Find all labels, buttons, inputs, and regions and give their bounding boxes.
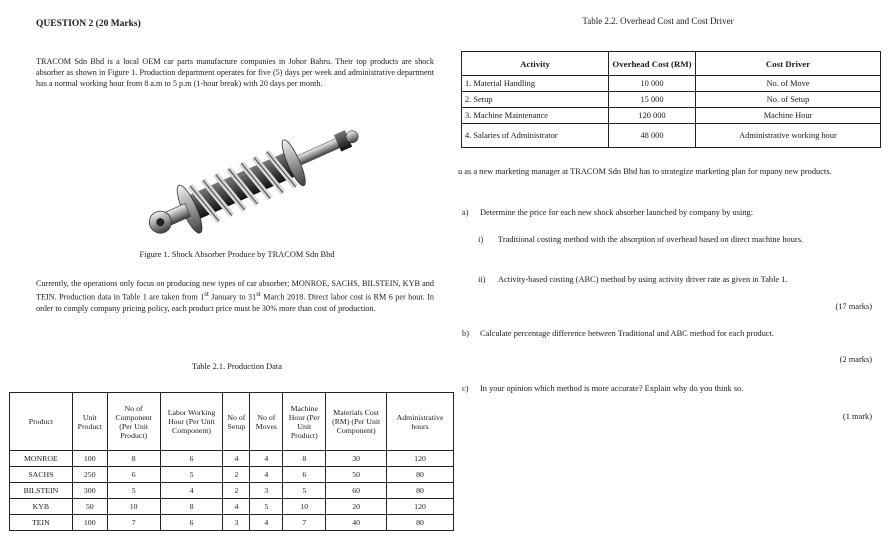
question-a-label: a) — [462, 208, 469, 217]
table-row — [10, 451, 454, 467]
col-materials-cost: Materials Cost (RM) (Per Unit Component) — [326, 393, 387, 451]
table-cell: TEIN — [10, 515, 73, 531]
table-cell: 4 — [160, 483, 223, 499]
table-cell: 10 000 — [609, 76, 696, 92]
table-cell: 7 — [107, 515, 160, 531]
question-a-ii — [478, 274, 878, 285]
table-header-row — [462, 52, 881, 76]
table-cell: 5 — [107, 483, 160, 499]
table-cell: 20 — [326, 499, 387, 515]
table-cell: 6 — [160, 451, 223, 467]
production-paragraph: Currently, the operations only focus on producing new types of car absorber; MONROE, SACHS, BILSTEIN, KYB and TEIN. Production data in Table 1 are taken from 1st January to 31st March 2018. Direct labor cost is RM 6 per hour. In order to comply company pricing policy, each product price must be 30% more than cost of production. — [36, 279, 434, 313]
table-row — [462, 76, 881, 92]
table-cell: 4 — [250, 515, 283, 531]
production-data-table — [9, 392, 454, 531]
table-cell: 80 — [387, 483, 454, 499]
table-cell: No. of Setup — [696, 92, 881, 108]
table-cell: 300 — [72, 483, 107, 499]
table-cell: 1. Material Handling — [462, 76, 609, 92]
table-cell: 48 000 — [609, 124, 696, 148]
table-cell: MONROE — [10, 451, 73, 467]
marks-a: (17 marks) — [835, 302, 872, 311]
table-cell: 7 — [283, 515, 326, 531]
table-cell: 3 — [250, 483, 283, 499]
table-cell: 250 — [72, 467, 107, 483]
question-a-ii-label: ii) — [478, 275, 486, 284]
table-cell: 80 — [387, 467, 454, 483]
question-title: QUESTION 2 (20 Marks) — [36, 19, 141, 29]
marks-c: (1 mark) — [842, 412, 872, 421]
question-a — [462, 207, 882, 218]
table-cell: 6 — [107, 467, 160, 483]
question-a-text: Determine the price for each new shock absorber launched by company by using: — [480, 208, 754, 217]
table-cell: 50 — [72, 499, 107, 515]
table-cell: 3 — [223, 515, 250, 531]
table-cell: 10 — [107, 499, 160, 515]
table-cell: Machine Hour — [696, 108, 881, 124]
col-activity: Activity — [462, 52, 609, 76]
table-cell: 4. Salaries of Administrator — [462, 124, 609, 148]
question-c-label: c) — [462, 384, 469, 393]
col-cost-driver: Cost Driver — [696, 52, 881, 76]
marks-b: (2 marks) — [839, 355, 872, 364]
table-cell: Administrative working hour — [696, 124, 881, 148]
table-cell: KYB — [10, 499, 73, 515]
question-a-ii-text: Activity-based costing (ABC) method by using activity driver rate as given in Table 1. — [498, 275, 788, 284]
col-product: Product — [10, 393, 73, 451]
table-cell: 10 — [283, 499, 326, 515]
table-cell: 4 — [223, 451, 250, 467]
table-2-2-caption: Table 2.2. Overhead Cost and Cost Driver — [582, 16, 734, 26]
table-cell: 2. Setup — [462, 92, 609, 108]
shock-absorber-image — [134, 120, 372, 238]
table-cell: SACHS — [10, 467, 73, 483]
table-cell: 60 — [326, 483, 387, 499]
table-row — [462, 92, 881, 108]
marketing-paragraph: u as a new marketing manager at TRACOM Sdn Bhd has to strategize marketing plan for mpany new products. — [458, 167, 832, 176]
table-cell: 6 — [283, 467, 326, 483]
table-cell: 4 — [223, 499, 250, 515]
table-cell: 5 — [250, 499, 283, 515]
question-b-text: Calculate percentage difference between Traditional and ABC method for each product. — [480, 329, 775, 338]
col-no-of-setup: No of Setup — [223, 393, 250, 451]
col-overhead-cost: Overhead Cost (RM) — [609, 52, 696, 76]
table-row — [10, 499, 454, 515]
col-labor-working-hour: Labor Working Hour (Per Unit Component) — [160, 393, 223, 451]
table-cell: 120 — [387, 451, 454, 467]
table-row — [462, 124, 881, 148]
table-cell: 40 — [326, 515, 387, 531]
col-no-of-component: No of Component (Per Unit Product) — [107, 393, 160, 451]
table-cell: 4 — [250, 467, 283, 483]
question-b — [462, 328, 882, 339]
table-2-1-caption: Table 2.1. Production Data — [192, 362, 282, 371]
table-cell: 6 — [160, 515, 223, 531]
col-unit-product: Unit Product — [72, 393, 107, 451]
table-cell: 120 000 — [609, 108, 696, 124]
question-a-i-text: Traditional costing method with the absorption of overhead based on direct machine hours. — [498, 235, 804, 244]
question-a-i — [478, 234, 878, 245]
table-cell: 8 — [160, 499, 223, 515]
figure-caption: Figure 1. Shock Absorber Produce by TRACOM Sdn Bhd — [139, 250, 335, 259]
table-cell: No. of Move — [696, 76, 881, 92]
table-cell: 2 — [223, 483, 250, 499]
col-machine-hour: Machine Hour (Per Unit Product) — [283, 393, 326, 451]
table-cell: 3. Machine Maintenance — [462, 108, 609, 124]
col-no-of-moves: No of Moves — [250, 393, 283, 451]
table-cell: 4 — [250, 451, 283, 467]
question-c-text: In your opinion which method is more accurate? Explain why do you think so. — [480, 384, 744, 393]
table-row — [462, 108, 881, 124]
table-cell: 120 — [387, 499, 454, 515]
table-cell: 100 — [72, 451, 107, 467]
shock-absorber-illustration — [134, 120, 372, 238]
table-cell: 15 000 — [609, 92, 696, 108]
question-a-i-label: i) — [478, 235, 484, 244]
table-cell: 80 — [387, 515, 454, 531]
table-row — [10, 515, 454, 531]
question-c — [462, 383, 882, 394]
table-cell: 5 — [160, 467, 223, 483]
intro-paragraph: TRACOM Sdn Bhd is a local OEM car parts manufacture companies in Johor Bahru. Their top products are shock absorber as shown in Figure 1. Production department operates for five (5) days per week and administrative department has a normal working hour from 8 a.m to 5 p.m (1-hour break) with 20 days per month. — [36, 57, 434, 88]
table-cell: 2 — [223, 467, 250, 483]
table-row — [10, 467, 454, 483]
table-cell: BILSTEIN — [10, 483, 73, 499]
overhead-cost-table — [461, 51, 881, 148]
table-row — [10, 483, 454, 499]
table-cell: 8 — [283, 451, 326, 467]
table-cell: 50 — [326, 467, 387, 483]
table-cell: 8 — [107, 451, 160, 467]
col-administrative-hours: Administrative hours — [387, 393, 454, 451]
table-header-row — [10, 393, 454, 451]
question-b-label: b) — [462, 329, 469, 338]
table-cell: 5 — [283, 483, 326, 499]
table-cell: 30 — [326, 451, 387, 467]
table-cell: 100 — [72, 515, 107, 531]
